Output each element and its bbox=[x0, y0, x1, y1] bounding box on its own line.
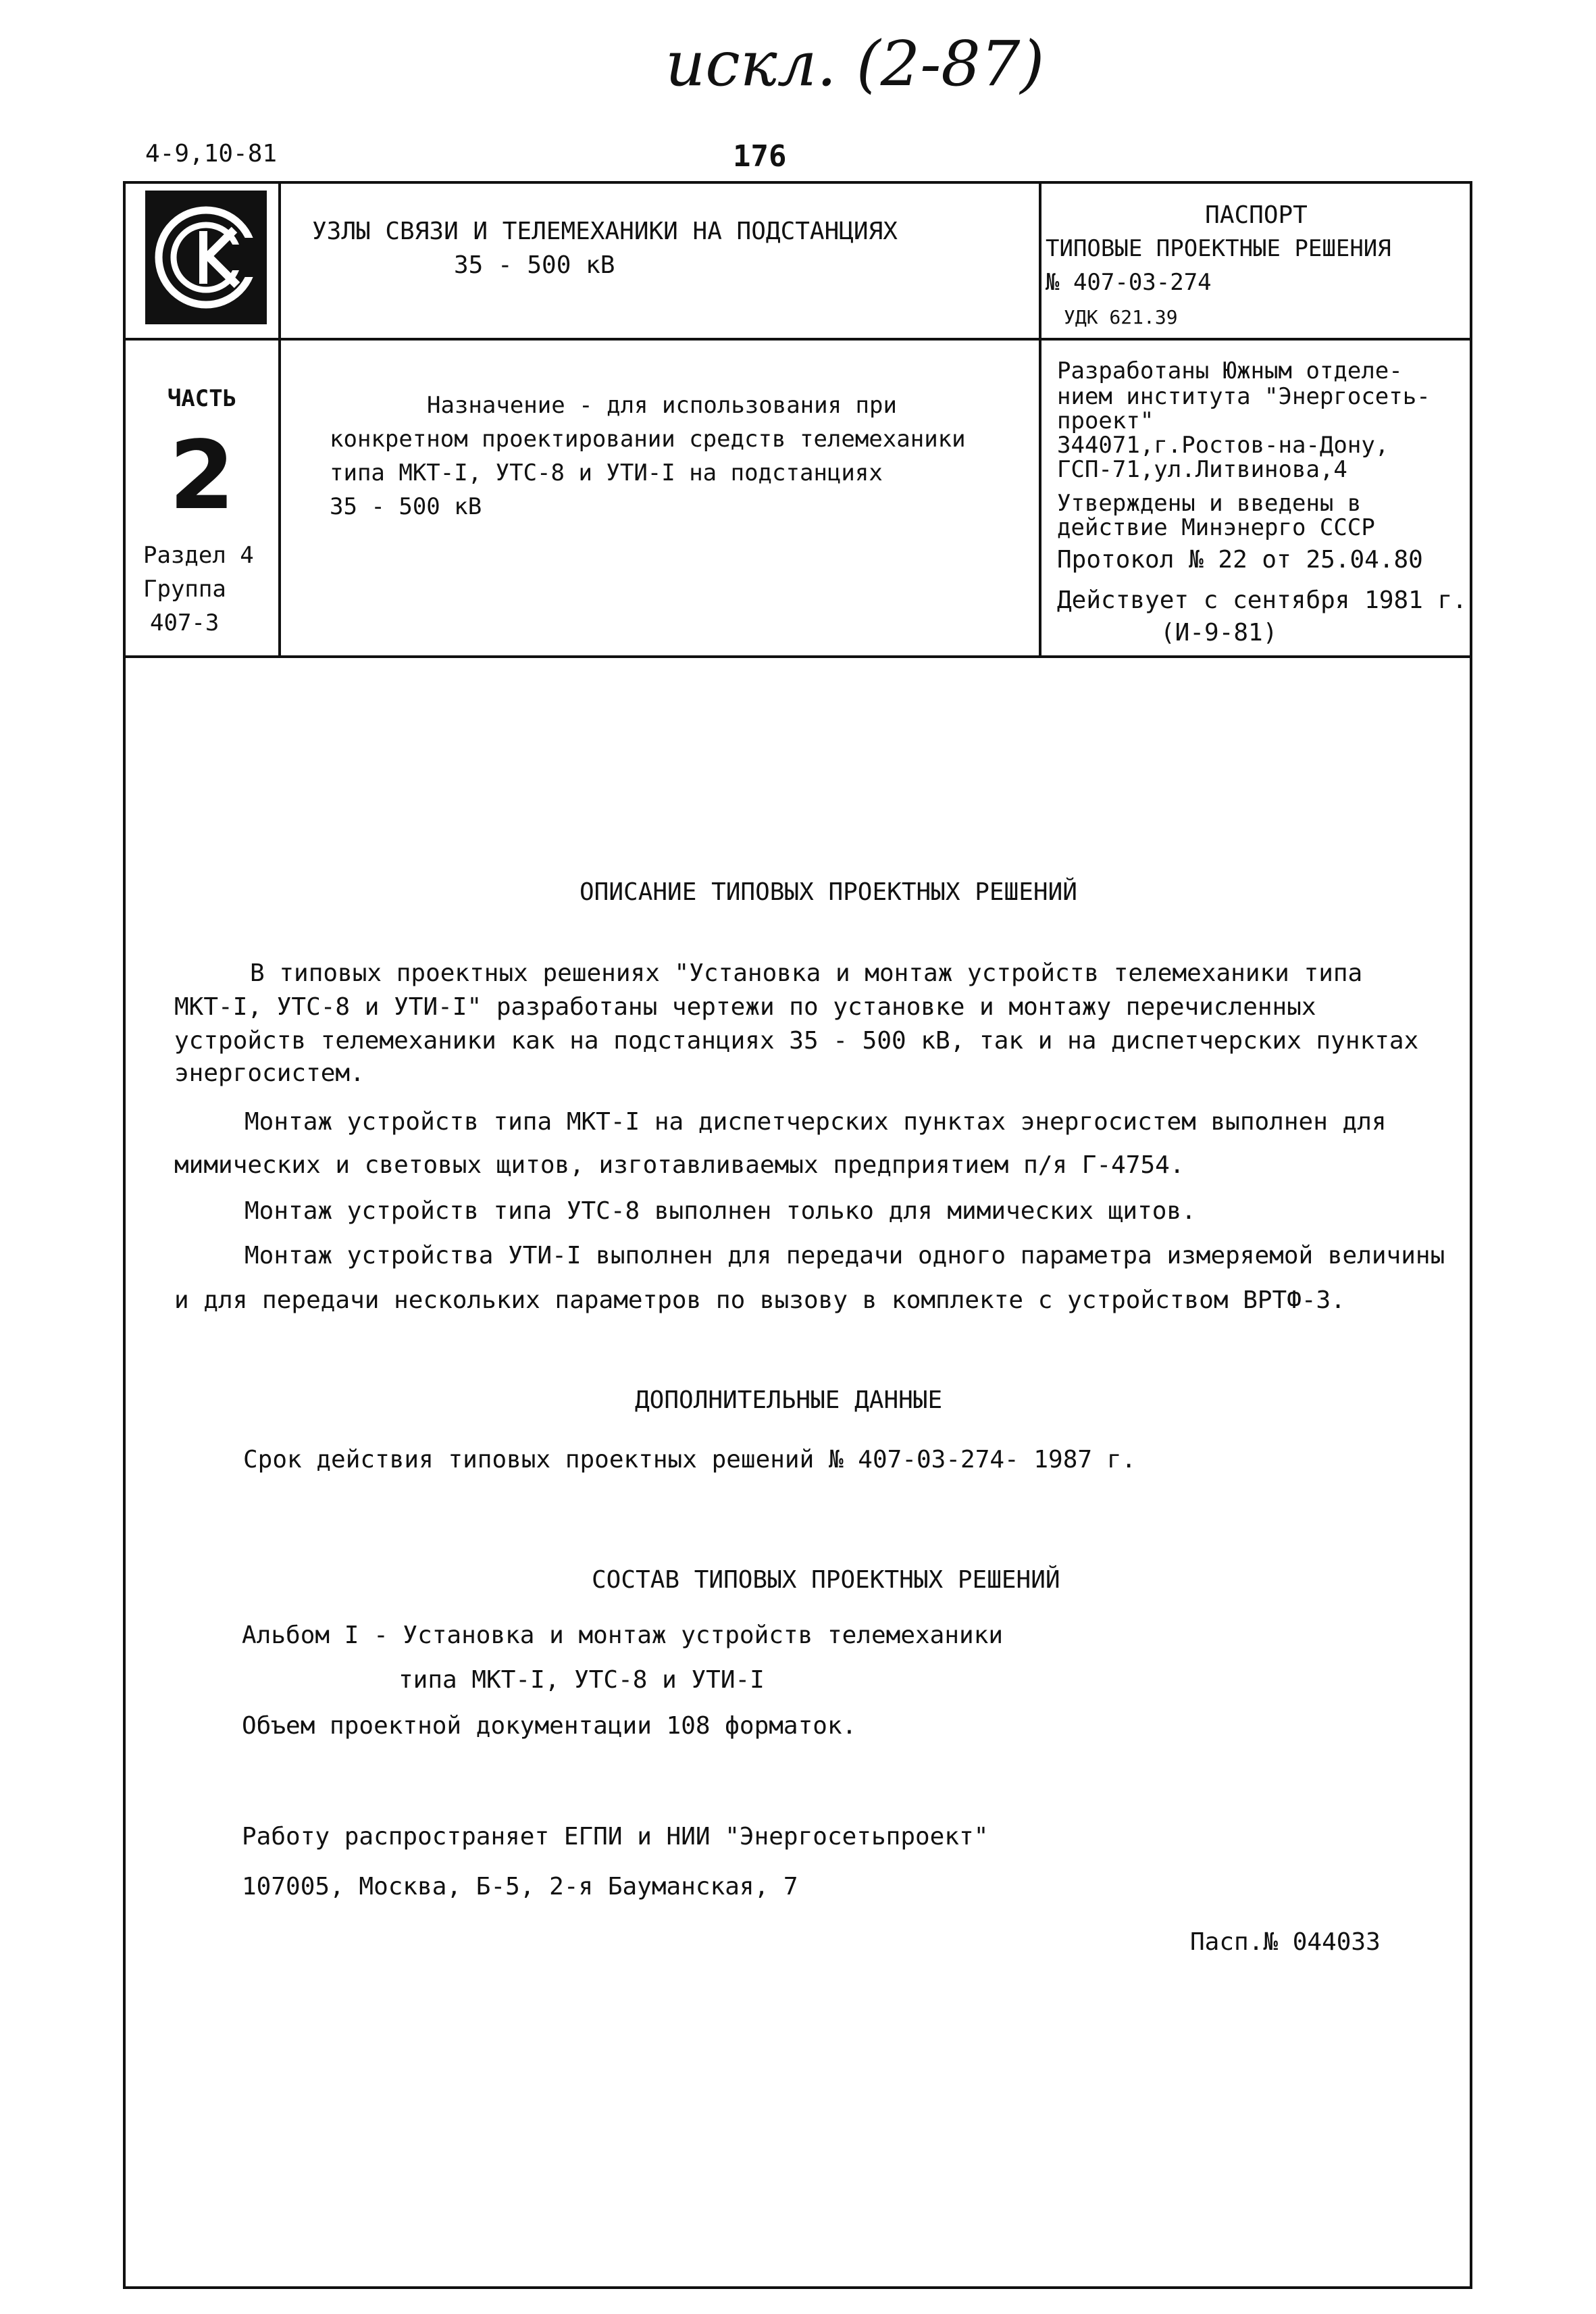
header-divider bbox=[123, 338, 1472, 341]
page-number: 176 bbox=[733, 139, 787, 174]
passport-footer-number: Пасп.№ 044033 bbox=[1190, 1928, 1381, 1956]
part-number: 2 bbox=[169, 421, 235, 531]
description-p4-line2: и для передачи нескольких параметров по вызову в комплекте с устройством ВРТФ-3. bbox=[174, 1286, 1345, 1314]
corner-code: 4-9,10-81 bbox=[145, 140, 278, 168]
distributor-address: 107005, Москва, Б-5, 2-я Бауманская, 7 bbox=[242, 1873, 798, 1901]
group-label: Группа bbox=[143, 576, 226, 603]
purpose-line4: 35 - 500 кВ bbox=[330, 493, 482, 520]
description-p2-line1: Монтаж устройств типа МКТ-I на диспетчерских пунктах энергосистем выполнен для bbox=[244, 1108, 1387, 1136]
part-label: ЧАСТЬ bbox=[167, 385, 237, 412]
description-p4-line1: Монтаж устройства УТИ-I выполнен для передачи одного параметра измеряемой величины bbox=[244, 1242, 1445, 1269]
header-title-line1: УЗЛЫ СВЯЗИ И ТЕЛЕМЕХАНИКИ НА ПОДСТАНЦИЯХ bbox=[312, 218, 898, 245]
volume-line: Объем проектной документации 108 форматок. bbox=[242, 1712, 857, 1740]
description-p2-line2: мимических и световых щитов, изготавливаемых предприятием п/я Г-4754. bbox=[174, 1151, 1185, 1179]
passport-type: ТИПОВЫЕ ПРОЕКТНЫЕ РЕШЕНИЯ bbox=[1046, 235, 1391, 262]
left-column-divider bbox=[278, 181, 281, 657]
description-heading: ОПИСАНИЕ ТИПОВЫХ ПРОЕКТНЫХ РЕШЕНИЙ bbox=[580, 878, 1077, 906]
udk-code: УДК 621.39 bbox=[1064, 306, 1178, 328]
developer-line3: проект" bbox=[1057, 407, 1154, 434]
developer-address-line2: ГСП-71,ул.Литвинова,4 bbox=[1057, 456, 1347, 483]
description-p1-line2: МКТ-I, УТС-8 и УТИ-I" разработаны чертежи по установке и монтажу перечисленных bbox=[174, 993, 1316, 1021]
ck-logo-graphic bbox=[145, 191, 267, 324]
purpose-line3: типа МКТ-I, УТС-8 и УТИ-I на подстанциях bbox=[330, 459, 883, 486]
approval-line2: действие Минэнерго СССР bbox=[1057, 514, 1375, 541]
group-number: 407-3 bbox=[150, 609, 220, 636]
header-title-line2: 35 - 500 кВ bbox=[454, 251, 615, 279]
body-divider bbox=[123, 655, 1472, 658]
album-line2: типа МКТ-I, УТС-8 и УТИ-I bbox=[398, 1666, 765, 1694]
developer-line1: Разработаны Южным отделе- bbox=[1057, 357, 1403, 384]
approval-line1: Утверждены и введены в bbox=[1057, 490, 1362, 517]
developer-line2: нием института "Энергосеть- bbox=[1057, 383, 1431, 410]
album-line1: Альбом I - Установка и монтаж устройств телемеханики bbox=[242, 1621, 1004, 1649]
purpose-line2: конкретном проектировании средств телемеханики bbox=[330, 426, 966, 453]
composition-heading: СОСТАВ ТИПОВЫХ ПРОЕКТНЫХ РЕШЕНИЙ bbox=[592, 1566, 1060, 1594]
passport-number: № 407-03-274 bbox=[1046, 269, 1212, 296]
passport-heading: ПАСПОРТ bbox=[1205, 201, 1308, 229]
effective-code: (И-9-81) bbox=[1160, 619, 1278, 647]
right-column-divider bbox=[1039, 181, 1041, 657]
handwritten-note: искл. (2-87) bbox=[665, 28, 1045, 100]
description-p3-line1: Монтаж устройств типа УТС-8 выполнен только для мимических щитов. bbox=[244, 1197, 1196, 1225]
distributor-line: Работу распространяет ЕГПИ и НИИ "Энергосетьпроект" bbox=[242, 1823, 989, 1851]
section-label: Раздел 4 bbox=[143, 542, 254, 569]
purpose-line1: Назначение - для использования при bbox=[427, 392, 897, 419]
validity-line: Срок действия типовых проектных решений № 407-03-274- 1987 г. bbox=[243, 1446, 1137, 1474]
protocol-line: Протокол № 22 от 25.04.80 bbox=[1057, 546, 1423, 574]
ck-logo-icon bbox=[145, 191, 267, 324]
effective-date-line: Действует с сентября 1981 г. bbox=[1057, 586, 1467, 614]
description-p1-line1: В типовых проектных решениях "Установка и монтаж устройств телемеханики типа bbox=[250, 959, 1363, 987]
description-p1-line4: энергосистем. bbox=[174, 1059, 365, 1087]
developer-address-line1: 344071,г.Ростов-на-Дону, bbox=[1057, 432, 1389, 459]
description-p1-line3: устройств телемеханики как на подстанциях 35 - 500 кВ, так и на диспетчерских пунктах bbox=[174, 1027, 1419, 1055]
additional-heading: ДОПОЛНИТЕЛЬНЫЕ ДАННЫЕ bbox=[635, 1386, 943, 1414]
